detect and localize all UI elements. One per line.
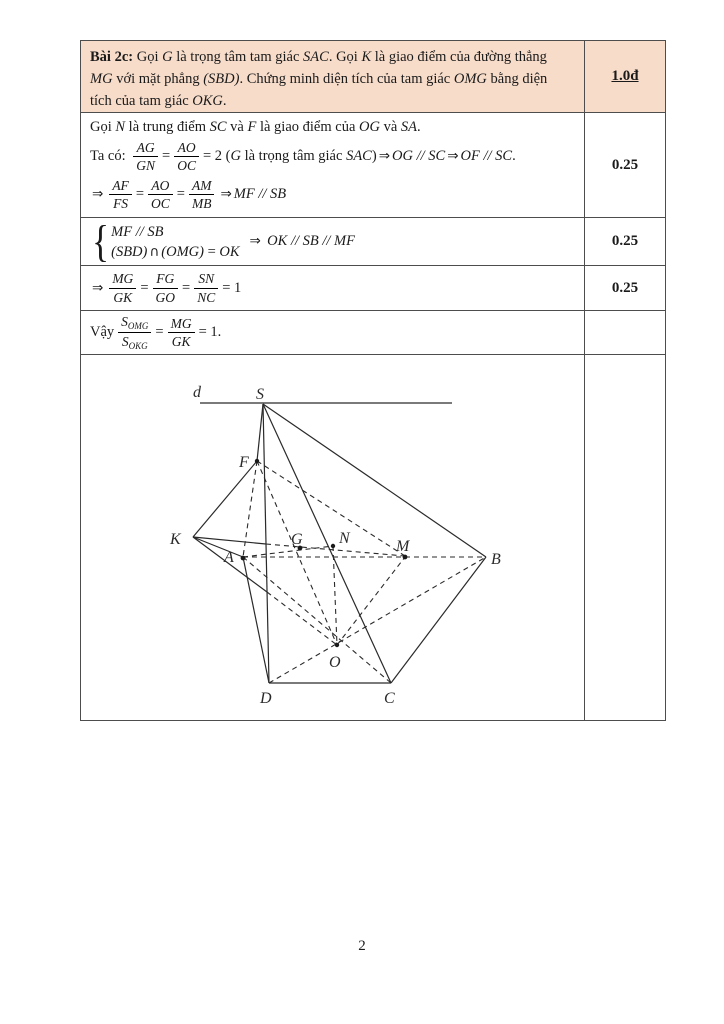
point-label-F: F [239, 454, 249, 471]
text-fragment: = [155, 324, 164, 340]
math-var: OK [267, 233, 288, 249]
math-var: OG [392, 148, 413, 165]
score-cell [585, 113, 665, 217]
implies-arrow: ⇒ [92, 185, 104, 202]
fraction-numerator: AM [189, 178, 215, 195]
fraction [109, 271, 136, 304]
score-value: 0.25 [611, 156, 639, 173]
math-var: G [230, 148, 241, 165]
math-var: SAC [346, 148, 372, 165]
text-fragment: Gọi [133, 49, 163, 65]
table-row [81, 41, 665, 113]
implies-arrow: ⇒ [378, 148, 390, 165]
text-fragment: = [176, 185, 185, 202]
math-var: MG [90, 71, 113, 87]
text-fragment: là giao điểm của đường thẳng [371, 49, 547, 65]
segment-KM-hidden [266, 544, 405, 556]
math-var: MF [233, 185, 255, 202]
math-var: MF [111, 223, 133, 240]
score-cell [585, 41, 665, 112]
score-cell [585, 355, 665, 720]
point-dot-M [403, 555, 408, 560]
fraction-denominator: GK [171, 334, 191, 349]
point-label-A: A [224, 549, 234, 566]
point-label-D: D [260, 690, 272, 707]
implies-arrow: ⇒ [249, 233, 266, 249]
text-fragment: . [217, 324, 222, 340]
fraction-numerator: SN [194, 271, 218, 288]
score-cell [585, 311, 665, 354]
fraction [168, 316, 195, 349]
system-line [111, 222, 239, 242]
problem-statement-cell [81, 41, 585, 112]
text-fragment: . [222, 93, 227, 109]
text-fragment: = [135, 185, 144, 202]
fraction [133, 140, 158, 173]
math-var: SC [495, 148, 513, 165]
segment-OM-hidden [337, 557, 405, 645]
fraction [148, 178, 173, 211]
table-row [81, 218, 665, 266]
math-var: S [121, 313, 128, 329]
fraction-numerator: AO [148, 178, 173, 195]
text-fragment: Ta có: [90, 148, 130, 165]
fraction-denominator: FS [113, 195, 129, 211]
text-fragment: = 2 ( [202, 148, 231, 165]
table-row [81, 113, 665, 218]
table-row [81, 311, 665, 355]
math-var: OMG [453, 71, 487, 87]
math-var: S [121, 334, 129, 349]
math-var: OKG [192, 93, 223, 109]
parallel-symbol: // [479, 148, 496, 165]
text-fragment: = [182, 279, 191, 296]
math-var: OF [460, 148, 480, 165]
fraction-numerator: FG [153, 271, 179, 288]
text-fragment: = [140, 279, 149, 296]
text-fragment: bằng diện [486, 71, 548, 87]
text-fragment: là trung điểm [125, 119, 210, 136]
math-var: SB [302, 233, 319, 249]
edge-SC [263, 404, 391, 683]
equation-system [111, 222, 239, 262]
fraction [109, 178, 132, 211]
point-label-N: N [339, 530, 350, 547]
math-var: SC [428, 148, 446, 165]
fraction-denominator: OC [151, 195, 170, 211]
score-cell [585, 218, 665, 265]
math-var: G [162, 49, 173, 65]
edge-CB [391, 557, 486, 683]
fraction-denominator: OC [177, 158, 196, 174]
math-var: OG [359, 119, 380, 136]
fraction-numerator: AO [174, 140, 199, 157]
text-fragment: = 1 [222, 279, 242, 296]
text-fragment: là giao điểm của [256, 119, 360, 136]
text-fragment: Gọi [90, 119, 116, 136]
fraction-denominator [118, 333, 151, 351]
math-var: N [115, 119, 126, 136]
solution-line [90, 178, 575, 211]
point-label-G: G [291, 531, 303, 548]
segment-SF [257, 404, 263, 461]
math-var: SC [209, 119, 227, 136]
fraction-denominator: GO [155, 289, 175, 305]
math-var: (SBD) [203, 71, 240, 87]
implies-arrow: ⇒ [92, 280, 104, 296]
solution-line [90, 140, 575, 173]
math-var: F [247, 119, 257, 136]
intersection-symbol: ∩ [149, 243, 160, 260]
line-FGO-hidden [257, 461, 337, 645]
fraction-numerator: MG [168, 316, 195, 333]
segment-KM-solid [193, 537, 266, 544]
math-var: SB [270, 185, 287, 202]
parallel-symbol: // [132, 223, 148, 240]
system-line [111, 242, 239, 262]
text-fragment: . Gọi [328, 49, 362, 65]
fraction-denominator: GK [113, 289, 133, 305]
subscript: OKG [128, 341, 148, 351]
fraction [153, 271, 179, 304]
fraction-denominator: GN [136, 158, 156, 174]
math-var: OK [219, 243, 240, 260]
fraction [194, 271, 218, 304]
parallel-symbol: // [254, 185, 271, 202]
fraction-numerator: AF [109, 178, 132, 195]
segment-AN-hidden [243, 546, 333, 557]
figure-cell [81, 355, 585, 720]
text-fragment: = [162, 148, 171, 165]
fraction [174, 140, 199, 173]
point-label-C: C [384, 690, 395, 707]
text-fragment: . [512, 148, 516, 165]
text-fragment: là trọng tâm giác [240, 148, 347, 165]
math-var: SB [147, 223, 164, 240]
math-var: MF [334, 233, 355, 249]
score-value: 0.25 [611, 233, 639, 249]
fraction [189, 178, 215, 211]
statement-line [90, 90, 575, 112]
solution-line [90, 119, 575, 136]
point-dot-A [241, 556, 246, 561]
fraction-numerator: MG [109, 271, 136, 288]
page-number: 2 [358, 938, 366, 954]
system-brace: { [92, 216, 110, 266]
point-dot-O [335, 643, 339, 647]
text-fragment: . Chứng minh diện tích của tam giác [239, 71, 454, 87]
fraction-numerator: AG [133, 140, 158, 157]
parallel-symbol: // [412, 148, 429, 165]
table-row [81, 355, 665, 720]
geometry-figure [81, 355, 585, 720]
fraction-numerator [118, 314, 151, 333]
answer-table [80, 40, 666, 721]
score-value: 0.25 [611, 279, 639, 296]
text-fragment: Vậy [90, 324, 115, 340]
point-label-B: B [491, 551, 501, 568]
statement-line [90, 46, 575, 68]
math-var: SA [400, 119, 418, 136]
score-value: 1.0đ [611, 68, 639, 84]
fraction [118, 314, 151, 351]
text-fragment: = 1 [198, 324, 218, 340]
text-fragment: = [203, 243, 220, 260]
segment-FM-hidden [257, 461, 405, 556]
statement-line [90, 68, 575, 90]
text-fragment: với mặt phẳng [112, 71, 204, 87]
fraction-denominator: MB [191, 195, 212, 211]
score-cell [585, 266, 665, 310]
implies-arrow: ⇒ [447, 148, 459, 165]
fraction-denominator: NC [197, 289, 216, 305]
diagonal-DB-hidden [269, 557, 486, 683]
problem-label: Bài 2c: [90, 49, 134, 65]
point-label-K: K [170, 531, 181, 548]
math-var: (OMG) [161, 243, 204, 260]
solution-step-cell [81, 218, 585, 265]
solution-step-cell [81, 311, 585, 354]
solution-step-cell [81, 266, 585, 310]
parallel-symbol: // [318, 233, 335, 249]
text-fragment: và [379, 119, 401, 136]
implies-arrow: ⇒ [220, 185, 232, 202]
point-label-M: M [396, 538, 410, 555]
conclusion [248, 233, 355, 250]
point-label-O: O [329, 654, 341, 671]
math-var: (SBD) [111, 243, 148, 260]
point-dot-N [331, 544, 335, 548]
math-var: K [361, 49, 372, 65]
segment-KO-hidden [267, 592, 337, 645]
text-fragment: . [417, 119, 421, 136]
solution-step-cell [81, 113, 585, 217]
text-fragment: và [226, 119, 248, 136]
point-label-d: d [193, 384, 201, 401]
text-fragment: là trọng tâm tam giác [172, 49, 304, 65]
point-label-S: S [256, 386, 264, 403]
text-fragment: ) [371, 148, 377, 165]
point-dot-F [255, 459, 259, 463]
parallel-symbol: // [287, 233, 303, 249]
text-fragment: tích của tam giác [90, 93, 193, 109]
subscript: OMG [127, 320, 149, 331]
math-var: SAC [303, 49, 329, 65]
table-row [81, 266, 665, 311]
